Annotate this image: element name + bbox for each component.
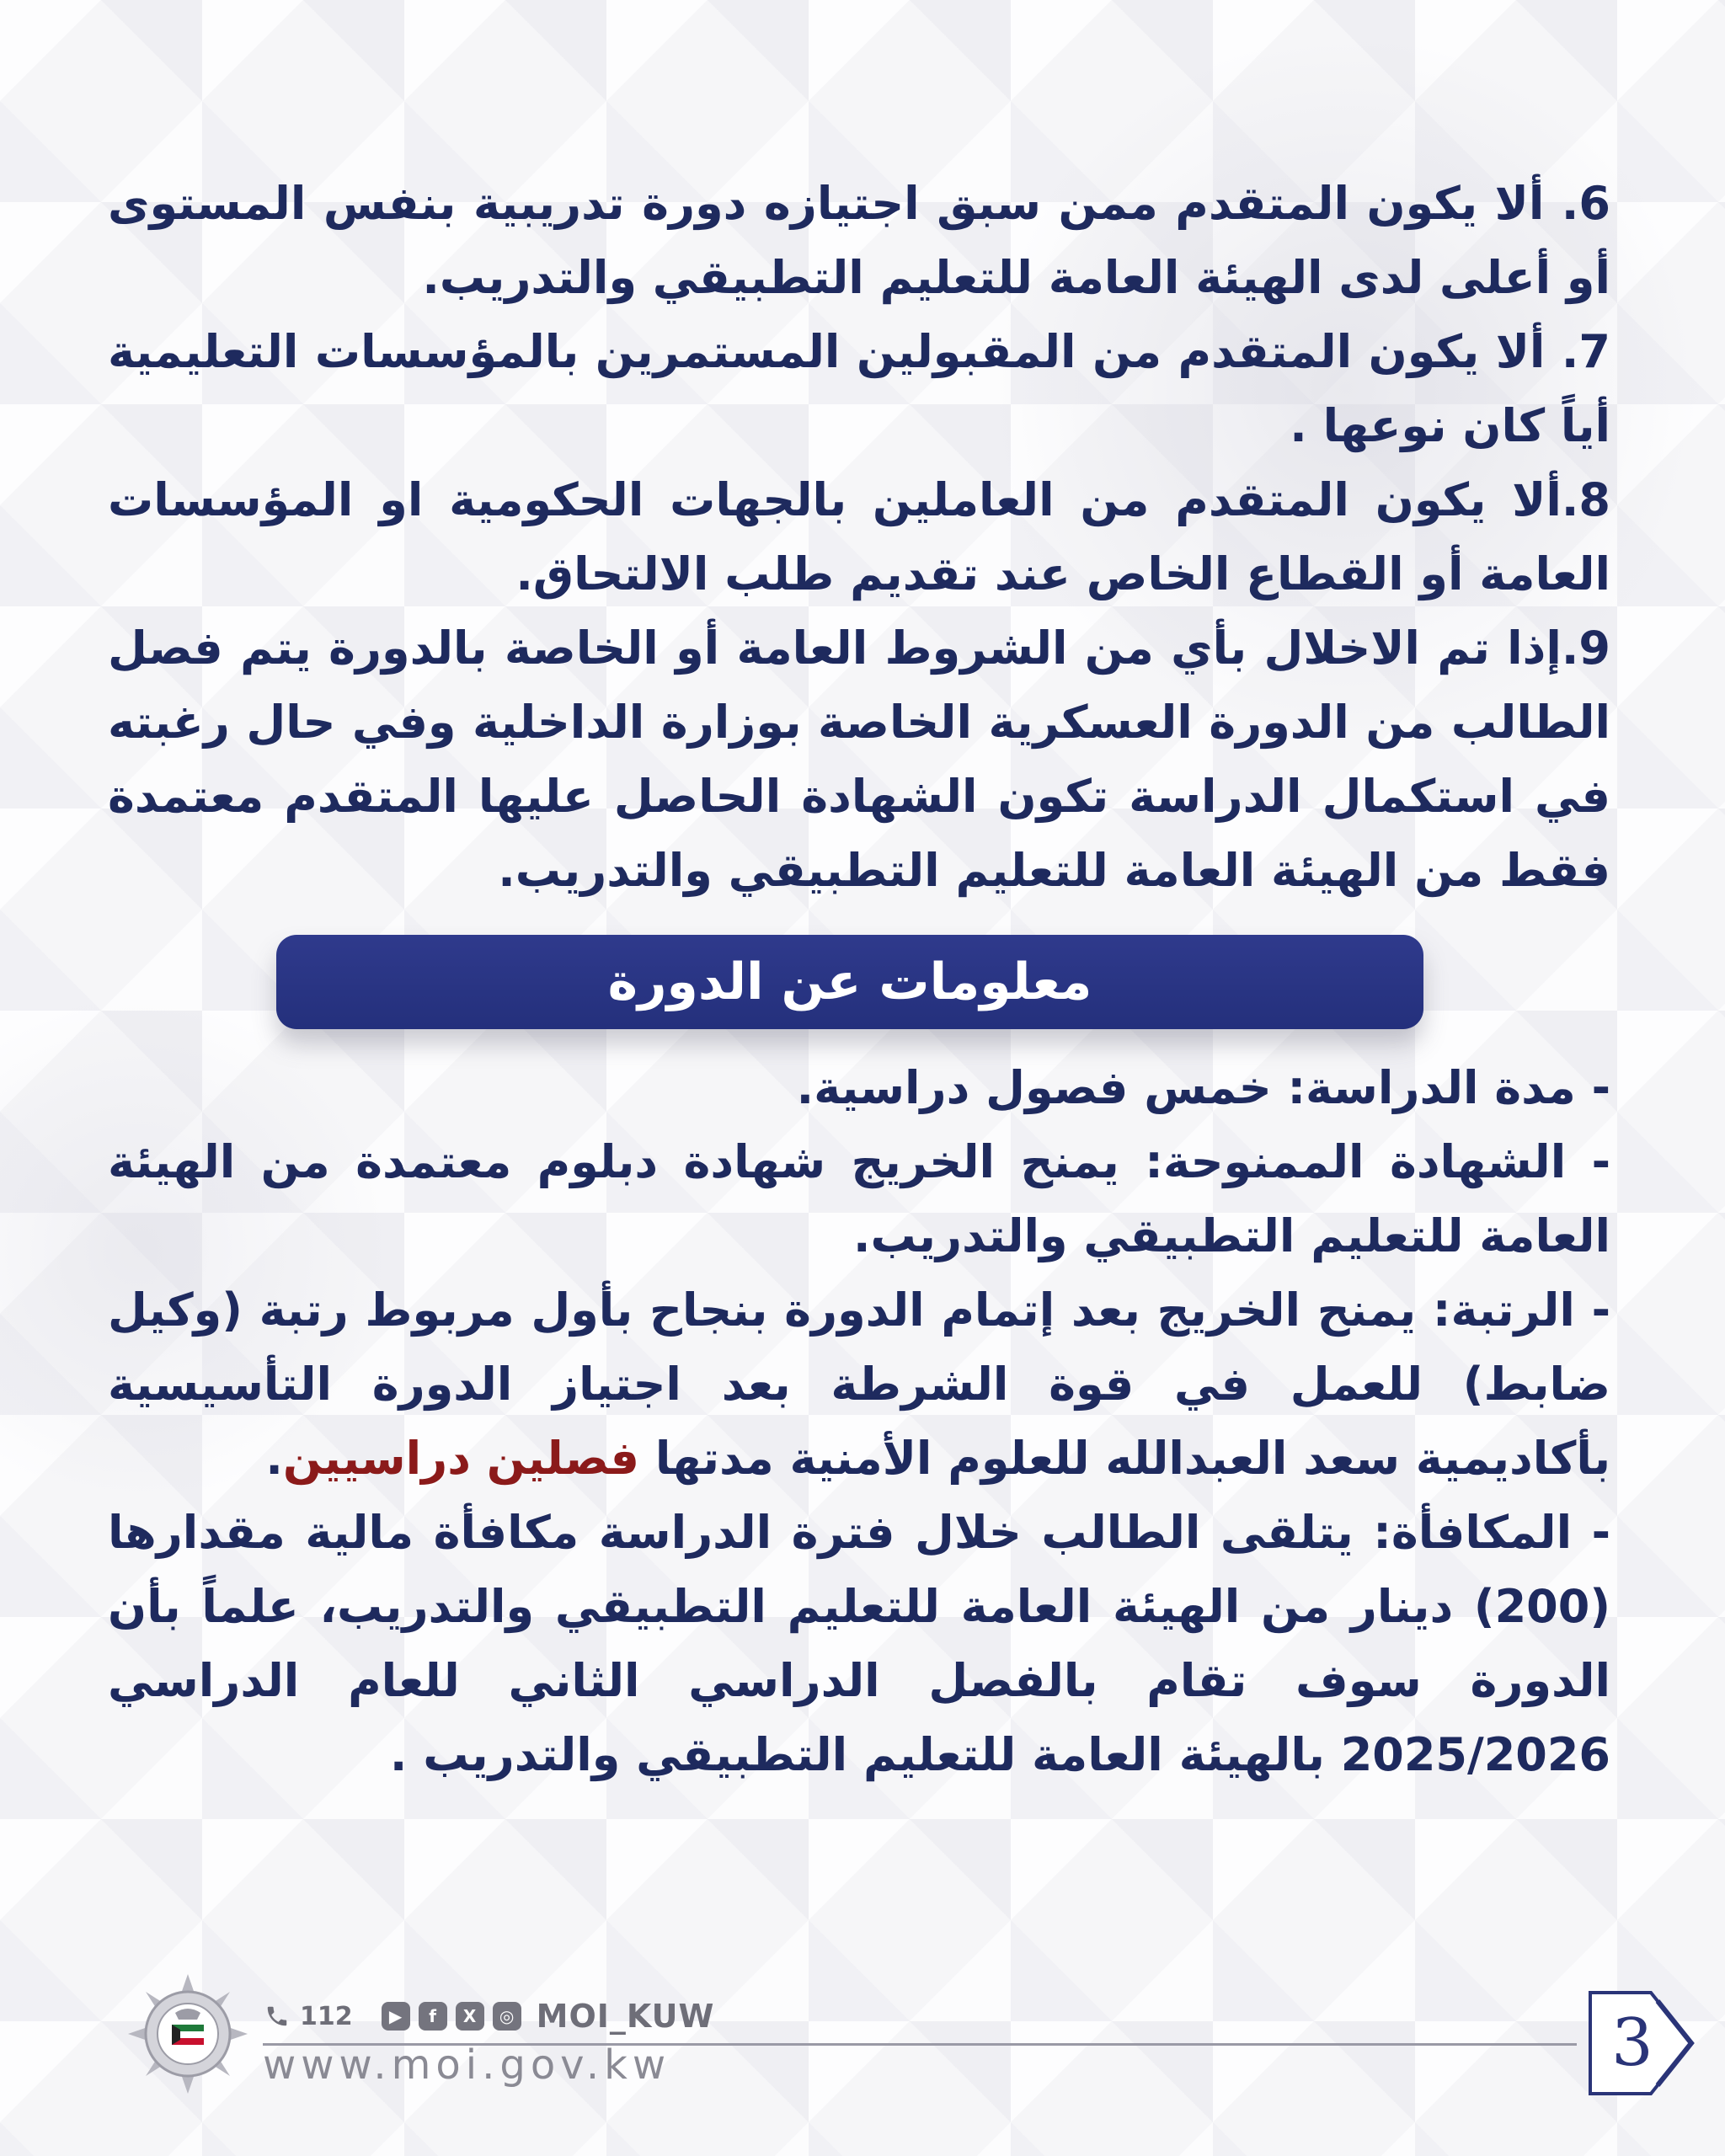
section-title: معلومات عن الدورة — [607, 953, 1092, 1011]
rank-end: . — [265, 1432, 283, 1485]
condition-8: 8.ألا يكون المتقدم من العاملين بالجهات الحكومية او المؤسسات العامة أو القطاع الخاص عند تقديم طلب الالتحاق. — [108, 473, 1610, 600]
rank-item — [108, 1273, 1610, 1496]
reward-item: - المكافأة: يتلقى الطالب خلال فترة الدراسة مكافأة مالية مقدارها (200) دينار من الهيئة العامة للتعليم التطبيقي والتدريب، علماً بأن الدورة سوف تقام بالفصل الدراسي الثاني للعام الدراسي 2025/2026 بالهيئة العامة للتعليم التطبيقي والتدريب . — [108, 1506, 1610, 1781]
emergency-phone-number[interactable]: 112 — [300, 2001, 353, 2031]
duration-item: - مدة الدراسة: خمس فصول دراسية. — [796, 1061, 1610, 1114]
condition-6: 6. ألا يكون المتقدم ممن سبق اجتيازه دورة تدريبية بنفس المستوى أو أعلى لدى الهيئة العامة للتعليم التطبيقي والتدريب. — [108, 177, 1610, 304]
page-number: 3 — [1611, 2005, 1653, 2081]
youtube-icon[interactable]: ▶ — [382, 2002, 410, 2031]
kuwait-police-emblem-icon — [125, 1971, 251, 2097]
condition-9: 9.إذا تم الاخلال بأي من الشروط العامة أو الخاصة بالدورة يتم فصل الطالب من الدورة العسكرية الخاصة بوزارة الداخلية وفي حال رغبته في استكمال الدراسة تكون الشهادة الحاصل عليها المتقدم معتمدة فقط من الهيئة العامة للتعليم التطبيقي والتدريب. — [108, 622, 1610, 897]
certificate-item: - الشهادة الممنوحة: يمنح الخريج شهادة دبلوم معتمدة من الهيئة العامة للتعليم التطبيقي والتدريب. — [108, 1135, 1610, 1262]
x-icon[interactable]: X — [456, 2002, 484, 2031]
conditions-list — [108, 167, 1610, 908]
social-handle[interactable]: MOI_KUW — [536, 1998, 715, 2035]
footer — [0, 1962, 1725, 2131]
course-details — [108, 1051, 1610, 1792]
phone-icon — [263, 2002, 291, 2031]
section-banner-bar — [276, 935, 1423, 1029]
rank-text: - الرتبة: يمنح الخريج بعد إتمام الدورة بنجاح بأول مربوط رتبة (وكيل ضابط) للعمل في قوة الشرطة بعد اجتياز الدورة التأسيسية بأكاديمية سعد العبدالله للعلوم الأمنية مدتها — [108, 1283, 1610, 1485]
contact-row — [263, 1996, 714, 2036]
rank-duration-highlight: فصلين دراسيين — [282, 1432, 640, 1485]
website-link[interactable]: www.moi.gov.kw — [263, 2041, 671, 2089]
section-banner — [276, 935, 1423, 1029]
facebook-icon[interactable]: f — [419, 2002, 447, 2031]
condition-7: 7. ألا يكون المتقدم من المقبولين المستمرين بالمؤسسات التعليمية أياً كان نوعها . — [108, 325, 1610, 452]
instagram-icon[interactable]: ◎ — [493, 2002, 521, 2031]
